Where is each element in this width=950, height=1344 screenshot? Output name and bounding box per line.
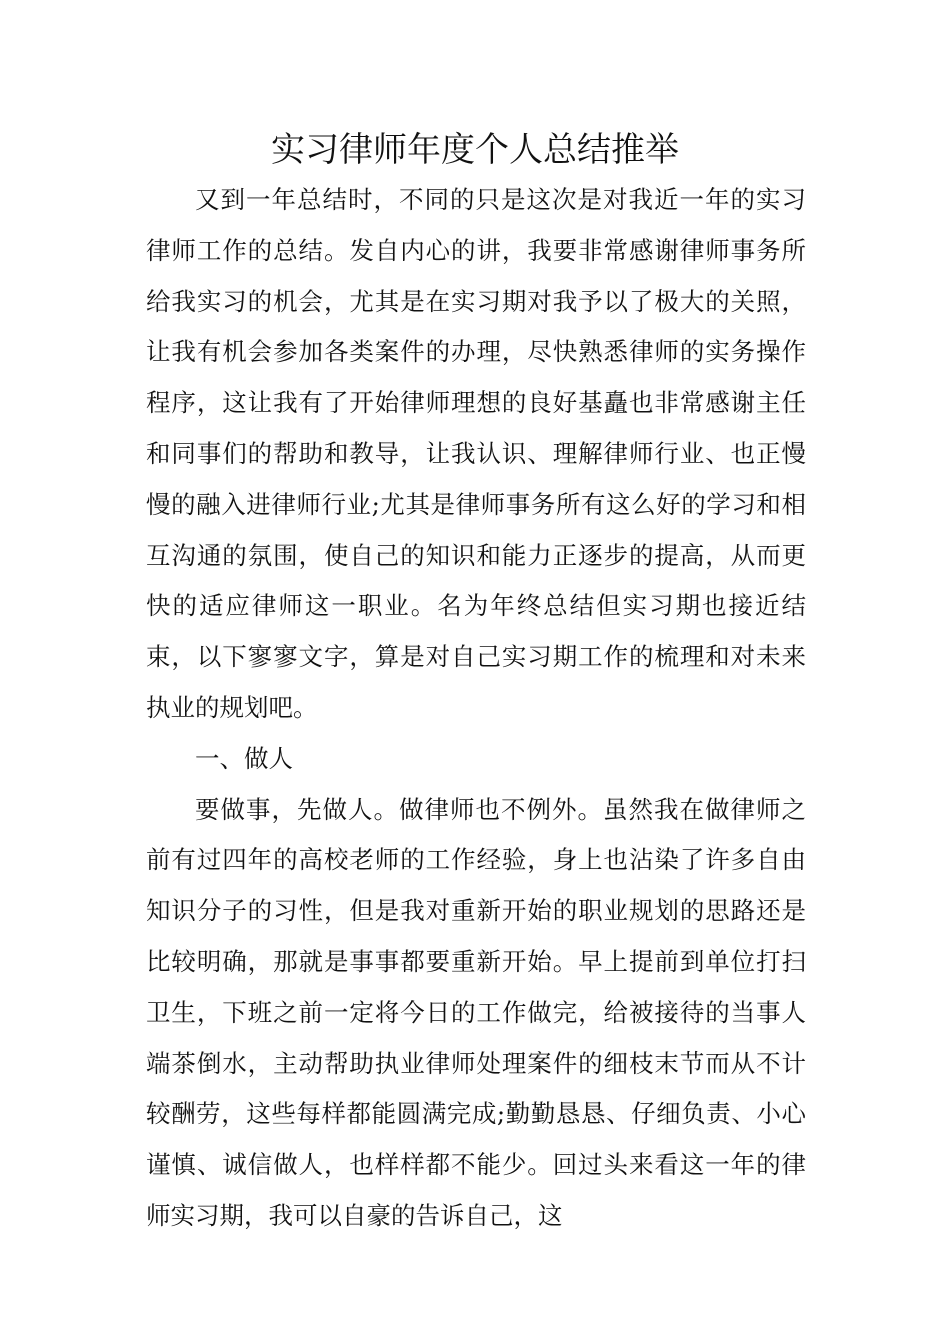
paragraph-conduct: 要做事，先做人。做律师也不例外。虽然我在做律师之前有过四年的高校老师的工作经验，身上也沾染了许多自由知识分子的习性，但是我对重新开始的职业规划的思路还是比较明确，那就是事事都要重新开始。早上提前到单位打扫卫生，下班之前一定将今日的工作做完，给被接待的当事人端茶倒水，主动帮助执业律师处理案件的细枝末节而从不计较酬劳，这些每样都能圆满完成;勤勤恳恳、仔细负责、小心谨慎、诚信做人，也样样都不能少。回过头来看这一年的律师实习期，我可以自豪的告诉自己，这 (146, 794, 806, 1230)
paragraph-intro: 又到一年总结时，不同的只是这次是对我近一年的实习律师工作的总结。发自内心的讲，我要非常感谢律师事务所给我实习的机会，尤其是在实习期对我予以了极大的关照，让我有机会参加各类案件的办理，尽快熟悉律师的实务操作程序，这让我有了开始律师理想的良好基矗也非常感谢主任和同事们的帮助和教导，让我认识、理解律师行业、也正慢慢的融入进律师行业;尤其是律师事务所有这么好的学习和相互沟通的氛围，使自己的知识和能力正逐步的提高，从而更快的适应律师这一职业。名为年终总结但实习期也接近结束，以下寥寥文字，算是对自己实习期工作的梳理和对未来执业的规划吧。 (146, 185, 806, 722)
section-heading: 一、做人 (195, 743, 293, 773)
document-title: 实习律师年度个人总结推举 (271, 130, 679, 170)
document-body (146, 175, 806, 1242)
